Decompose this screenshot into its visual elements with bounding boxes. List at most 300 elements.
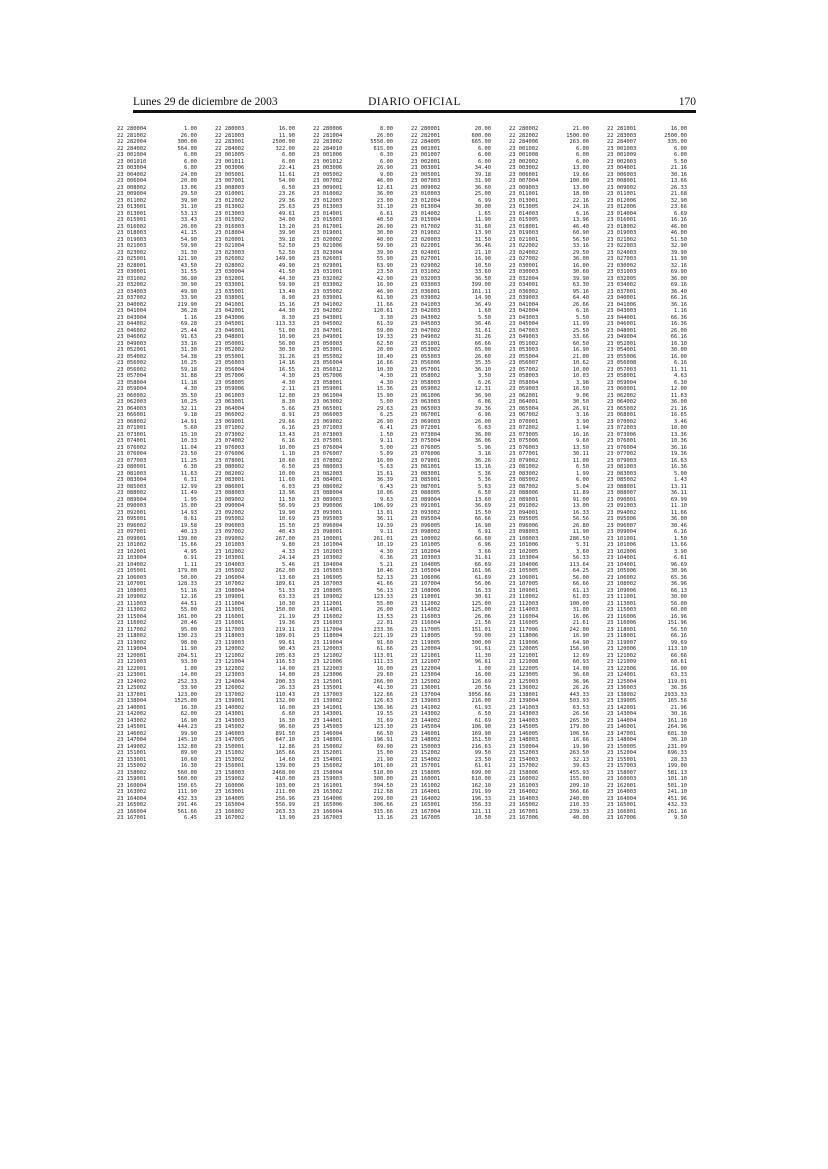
item-code: 23 151001 <box>117 750 147 756</box>
item-code: 23 013001 <box>117 210 147 217</box>
item-value: 16.30 <box>278 717 295 724</box>
item-code: 23 143002 <box>411 711 441 717</box>
item-code: 23 158005 <box>411 769 441 776</box>
item-code: 23 159003 <box>313 776 343 782</box>
item-code: 23 008001 <box>607 178 637 184</box>
item-value: 2933.33 <box>664 691 687 698</box>
item-code: 23 126002 <box>215 685 245 691</box>
item-value: 4.30 <box>184 386 197 392</box>
item-code: 23 167006 <box>509 815 539 821</box>
item-code: 23 078001 <box>215 457 245 464</box>
item-value: 16.96 <box>670 613 687 620</box>
item-value: 33.90 <box>180 685 197 691</box>
item-value: 6.36 <box>380 555 393 561</box>
item-value: 123.00 <box>177 691 197 698</box>
item-code: 23 115004 <box>117 613 147 620</box>
item-value: 43.50 <box>180 262 197 269</box>
item-value: 21.10 <box>474 249 491 256</box>
item-code: 23 015005 <box>509 217 539 223</box>
item-code: 23 081001 <box>411 464 441 470</box>
item-value: 10.30 <box>278 600 295 607</box>
item-value: 16.90 <box>180 717 197 724</box>
item-value: 54.38 <box>180 353 197 360</box>
item-value: 26.66 <box>572 301 589 308</box>
item-code: 23 014001 <box>313 210 343 217</box>
item-code: 23 147004 <box>117 737 147 743</box>
item-value: 6.50 <box>478 711 491 717</box>
item-value: 19.66 <box>572 171 589 178</box>
item-code: 23 140002 <box>215 704 245 711</box>
item-value: 96.60 <box>278 724 295 730</box>
item-code: 23 055006 <box>607 353 637 360</box>
item-code: 23 048001 <box>607 327 637 334</box>
item-code: 23 031003 <box>607 269 637 275</box>
item-code: 23 041004 <box>509 301 539 308</box>
item-value: 15.36 <box>376 386 393 392</box>
item-value: 161.00 <box>177 613 197 620</box>
item-value: 5.96 <box>478 444 491 451</box>
item-value: 16.33 <box>474 587 491 594</box>
item-code: 23 041002 <box>313 301 343 308</box>
item-code: 23 101001 <box>607 535 637 542</box>
item-value: 1.94 <box>576 425 589 431</box>
item-code: 23 167001 <box>117 815 147 821</box>
item-value: 11.89 <box>572 490 589 496</box>
item-code: 23 087001 <box>411 483 441 490</box>
item-code: 23 043003 <box>607 308 637 314</box>
item-code: 23 033002 <box>313 282 343 288</box>
item-value: 101.10 <box>667 776 687 782</box>
item-value: 25.63 <box>278 204 295 210</box>
item-value: 32.90 <box>670 243 687 249</box>
item-value: 3.90 <box>674 548 687 555</box>
item-value: 14.91 <box>180 418 197 425</box>
item-value: 61.03 <box>572 594 589 600</box>
item-value: 36.60 <box>572 672 589 678</box>
item-value: 24.00 <box>180 171 197 178</box>
item-code: 22 281001 <box>607 126 637 132</box>
item-code: 23 030002 <box>607 262 637 269</box>
item-code: 23 105001 <box>117 568 147 574</box>
item-value: 13.06 <box>180 184 197 191</box>
item-value: 30.16 <box>670 711 687 717</box>
item-code: 23 051001 <box>411 340 441 347</box>
item-code: 23 004001 <box>607 165 637 171</box>
item-value: 66.16 <box>670 334 687 340</box>
item-value: 6.00 <box>282 158 295 165</box>
item-code: 23 042003 <box>411 308 441 314</box>
item-value: 410.00 <box>275 776 295 782</box>
item-value: 66.66 <box>670 652 687 659</box>
item-code: 23 050003 <box>313 340 343 347</box>
item-code: 23 121008 <box>509 659 539 665</box>
item-value: 6.06 <box>478 399 491 405</box>
item-code: 23 161003 <box>509 782 539 789</box>
item-value: 51.33 <box>278 587 295 594</box>
item-code: 23 052001 <box>607 340 637 347</box>
item-code: 23 146004 <box>313 730 343 737</box>
item-value: 9.50 <box>674 815 687 821</box>
item-code: 23 089003 <box>313 496 343 503</box>
item-code: 23 108005 <box>313 587 343 594</box>
item-code: 23 015004 <box>411 217 441 223</box>
item-code: 23 017001 <box>313 223 343 230</box>
item-code: 23 102004 <box>411 548 441 555</box>
item-code: 23 041004 <box>117 308 147 314</box>
item-value: 242.00 <box>569 626 589 633</box>
item-code: 23 034003 <box>117 288 147 295</box>
item-code: 23 116002 <box>313 613 343 620</box>
item-value: 31.69 <box>376 717 393 724</box>
item-value: 36.26 <box>474 457 491 464</box>
item-value: 29.50 <box>572 249 589 256</box>
item-value: 61.61 <box>474 763 491 769</box>
item-code: 23 027001 <box>411 256 441 262</box>
item-code: 23 104003 <box>215 561 245 568</box>
item-code: 23 058001 <box>607 373 637 379</box>
item-code: 22 283002 <box>313 139 343 145</box>
item-code: 23 160003 <box>607 776 637 782</box>
item-value: 52.50 <box>278 243 295 249</box>
item-value: 89.90 <box>180 750 197 756</box>
item-code: 23 009001 <box>313 184 343 191</box>
item-code: 23 118002 <box>117 633 147 639</box>
item-value: 5.46 <box>282 561 295 568</box>
item-code: 23 166001 <box>607 808 637 815</box>
item-code: 23 061003 <box>215 392 245 399</box>
item-code: 23 039001 <box>313 295 343 301</box>
item-value: 19.39 <box>376 522 393 529</box>
item-code: 23 106001 <box>509 574 539 581</box>
item-code: 23 024003 <box>607 249 637 256</box>
item-value: 263.00 <box>569 139 589 145</box>
item-value: 13.16 <box>376 815 393 821</box>
item-code: 23 076003 <box>215 444 245 451</box>
item-code: 23 056002 <box>117 366 147 373</box>
item-value: 66.13 <box>670 587 687 594</box>
item-value: 11.60 <box>278 477 295 483</box>
item-code: 23 024001 <box>411 249 441 256</box>
item-code: 23 019003 <box>607 230 637 236</box>
item-value: 3.46 <box>674 418 687 425</box>
item-value: 16.65 <box>670 412 687 418</box>
item-value: 91.60 <box>376 639 393 646</box>
item-code: 23 048001 <box>215 334 245 340</box>
item-code: 23 103004 <box>117 555 147 561</box>
item-code: 23 044001 <box>607 314 637 321</box>
item-value: 12.69 <box>572 652 589 659</box>
item-value: 13.01 <box>376 509 393 516</box>
item-value: 615.00 <box>373 145 393 152</box>
item-value: 231.09 <box>667 743 687 750</box>
item-code: 23 043004 <box>117 314 147 321</box>
item-value: 252.33 <box>177 678 197 685</box>
item-value: 10.33 <box>180 438 197 444</box>
item-code: 23 119002 <box>117 639 147 646</box>
item-code: 23 088006 <box>509 490 539 496</box>
item-value: 15.66 <box>180 542 197 548</box>
item-value: 335.00 <box>667 139 687 145</box>
item-value: 150.00 <box>275 607 295 613</box>
item-value: 5.66 <box>282 405 295 412</box>
item-value: 111.90 <box>177 789 197 795</box>
item-code: 23 088002 <box>117 490 147 496</box>
item-value: 60.00 <box>670 607 687 613</box>
item-code: 23 143001 <box>313 711 343 717</box>
item-value: 36.40 <box>670 288 687 295</box>
item-code: 23 049003 <box>117 340 147 347</box>
item-code: 23 137001 <box>117 691 147 698</box>
item-code: 23 076004 <box>313 444 343 451</box>
item-code: 23 029001 <box>313 262 343 269</box>
item-code: 23 163001 <box>215 789 245 795</box>
item-value: 10.90 <box>278 334 295 340</box>
item-value: 11.90 <box>180 646 197 652</box>
item-value: 16.50 <box>572 386 589 392</box>
item-code: 23 119003 <box>215 639 245 646</box>
item-code: 23 158003 <box>215 769 245 776</box>
item-value: 299.00 <box>373 795 393 802</box>
item-value: 179.00 <box>177 568 197 574</box>
item-code: 23 028001 <box>117 262 147 269</box>
item-code: 23 166004 <box>117 808 147 815</box>
item-code: 23 006004 <box>117 178 147 184</box>
item-value: 52.50 <box>278 249 295 256</box>
item-code: 23 083003 <box>607 470 637 477</box>
item-value: 6.96 <box>478 412 491 418</box>
item-code: 23 165002 <box>117 802 147 808</box>
item-value: 5.50 <box>674 158 687 165</box>
item-value: 16.16 <box>572 431 589 438</box>
item-code: 23 103003 <box>411 555 441 561</box>
item-value: 10.46 <box>376 568 393 574</box>
item-code: 23 164004 <box>607 795 637 802</box>
item-value: 6.50 <box>282 464 295 470</box>
item-value: 91.61 <box>474 646 491 652</box>
item-value: 196.33 <box>471 795 491 802</box>
item-value: 66.66 <box>474 340 491 347</box>
item-value: 36.28 <box>180 308 197 314</box>
item-value: 33.66 <box>572 334 589 340</box>
item-value: 29.63 <box>376 405 393 412</box>
item-code: 23 165004 <box>215 802 245 808</box>
item-code: 22 284010 <box>313 145 343 152</box>
item-value: 15.16 <box>278 301 295 308</box>
item-code: 23 001003 <box>607 145 637 152</box>
item-code: 23 073006 <box>607 431 637 438</box>
item-value: 13.60 <box>474 496 491 503</box>
item-value: 5.63 <box>380 464 393 470</box>
item-value: 11.30 <box>474 652 491 659</box>
item-value: 16.00 <box>670 126 687 132</box>
item-code: 23 167005 <box>411 815 441 821</box>
item-value: 36.39 <box>376 477 393 483</box>
item-value: 31.50 <box>474 236 491 243</box>
item-value: 16.30 <box>180 704 197 711</box>
item-code: 23 015002 <box>215 217 245 223</box>
item-value: 6.61 <box>380 210 393 217</box>
item-code: 23 160001 <box>411 776 441 782</box>
item-value: 165.66 <box>275 750 295 756</box>
item-value: 14.00 <box>572 665 589 672</box>
item-code: 23 164003 <box>509 795 539 802</box>
item-code: 23 124004 <box>215 678 245 685</box>
item-value: 31.88 <box>180 373 197 379</box>
item-value: 286.50 <box>569 535 589 542</box>
item-value: 66.50 <box>376 730 393 737</box>
item-code: 23 041003 <box>411 301 441 308</box>
item-value: 51.16 <box>180 587 197 594</box>
item-value: 9.11 <box>380 438 393 444</box>
item-code: 23 058003 <box>509 373 539 379</box>
item-value: 432.33 <box>667 802 687 808</box>
item-code: 23 013003 <box>313 204 343 210</box>
item-value: 209.10 <box>569 782 589 789</box>
item-value: 36.16 <box>670 301 687 308</box>
item-code: 23 164006 <box>313 795 343 802</box>
item-value: 53.13 <box>180 210 197 217</box>
item-code: 23 146002 <box>117 730 147 737</box>
item-value: 19.55 <box>376 711 393 717</box>
item-code: 23 148003 <box>509 737 539 743</box>
item-code: 23 056004 <box>313 360 343 366</box>
item-value: 13.36 <box>670 431 687 438</box>
item-code: 23 159001 <box>117 776 147 782</box>
item-value: 59.00 <box>474 633 491 639</box>
item-value: 35.50 <box>180 392 197 399</box>
item-code: 23 086001 <box>215 483 245 490</box>
item-value: 306.66 <box>373 802 393 808</box>
item-code: 23 118005 <box>411 633 441 639</box>
item-value: 13.11 <box>670 483 687 490</box>
item-value: 16.00 <box>670 665 687 672</box>
item-code: 23 149002 <box>117 743 147 750</box>
item-value: 1.65 <box>478 210 491 217</box>
item-code: 23 001010 <box>117 158 147 165</box>
item-code: 23 161002 <box>411 782 441 789</box>
item-value: 165.56 <box>667 698 687 704</box>
item-value: 9.80 <box>282 542 295 548</box>
item-code: 23 145002 <box>215 724 245 730</box>
item-code: 23 125004 <box>607 678 637 685</box>
table-row <box>509 815 589 822</box>
item-value: 6.43 <box>380 483 393 490</box>
item-code: 23 001004 <box>117 152 147 158</box>
item-code: 23 084001 <box>313 477 343 483</box>
item-value: 2.11 <box>282 386 295 392</box>
item-value: 13.96 <box>278 490 295 496</box>
item-code: 23 158006 <box>509 769 539 776</box>
item-value: 11.66 <box>670 509 687 516</box>
item-code: 23 079002 <box>509 457 539 464</box>
item-value: 3.30 <box>380 314 393 321</box>
item-code: 23 093002 <box>411 509 441 516</box>
item-value: 30.61 <box>474 594 491 600</box>
item-code: 23 030001 <box>509 262 539 269</box>
item-value: 26.26 <box>572 685 589 691</box>
item-value: 123.33 <box>373 594 393 600</box>
item-value: 10.25 <box>180 360 197 366</box>
item-value: 179.00 <box>569 724 589 730</box>
item-code: 23 033003 <box>411 282 441 288</box>
item-code: 23 071001 <box>117 425 147 431</box>
item-code: 23 137003 <box>313 691 343 698</box>
item-value: 1.00 <box>478 665 491 672</box>
item-value: 26.06 <box>474 613 491 620</box>
item-code: 23 098002 <box>411 529 441 535</box>
item-code: 23 022002 <box>509 243 539 249</box>
item-code: 22 280002 <box>509 126 539 132</box>
item-code: 23 047001 <box>313 327 343 334</box>
item-code: 23 167004 <box>411 808 441 815</box>
item-code: 22 283003 <box>607 132 637 139</box>
item-value: 6.16 <box>282 438 295 444</box>
item-value: 55.00 <box>180 607 197 613</box>
item-value: 96.69 <box>670 561 687 568</box>
item-value: 151.01 <box>471 626 491 633</box>
item-code: 23 135001 <box>313 685 343 691</box>
item-code: 23 001007 <box>411 152 441 158</box>
item-value: 36.69 <box>474 503 491 509</box>
item-value: 18.00 <box>572 191 589 197</box>
item-code: 23 104006 <box>509 561 539 568</box>
item-value: 60.90 <box>572 230 589 236</box>
item-code: 23 147001 <box>607 730 637 737</box>
item-value: 23.00 <box>376 197 393 204</box>
item-value: 6.16 <box>576 210 589 217</box>
item-code: 23 055003 <box>411 353 441 360</box>
item-value: 12.31 <box>474 386 491 392</box>
item-code: 23 094002 <box>607 509 637 516</box>
item-value: 4.33 <box>282 548 295 555</box>
item-code: 23 081003 <box>607 464 637 470</box>
item-code: 22 284002 <box>215 145 245 152</box>
item-code: 23 150005 <box>607 743 637 750</box>
item-code: 23 043002 <box>411 314 441 321</box>
item-code: 23 067002 <box>509 412 539 418</box>
item-code: 23 001012 <box>313 158 343 165</box>
item-value: 30.00 <box>474 204 491 210</box>
item-value: 125.00 <box>471 600 491 607</box>
item-value: 16.66 <box>572 737 589 743</box>
item-code: 23 098003 <box>509 529 539 535</box>
item-value: 5.36 <box>478 477 491 483</box>
item-code: 23 059002 <box>411 386 441 392</box>
item-code: 23 042004 <box>509 308 539 314</box>
item-code: 23 166002 <box>215 808 245 815</box>
item-code: 23 095002 <box>215 516 245 522</box>
item-value: 14.93 <box>180 509 197 516</box>
item-code: 23 004002 <box>117 171 147 178</box>
item-code: 23 077002 <box>607 451 637 457</box>
item-code: 23 058004 <box>117 379 147 386</box>
item-code: 23 009002 <box>411 184 441 191</box>
item-code: 23 159002 <box>215 776 245 782</box>
item-code: 23 167003 <box>313 815 343 821</box>
item-code: 23 146005 <box>509 730 539 737</box>
item-code: 23 142001 <box>607 704 637 711</box>
item-code: 23 100002 <box>411 535 441 542</box>
item-code: 23 104005 <box>411 561 441 568</box>
item-code: 23 021002 <box>607 236 637 243</box>
item-code: 23 009004 <box>117 191 147 197</box>
item-value: 36.00 <box>376 191 393 197</box>
item-value: 10.69 <box>278 516 295 522</box>
item-code: 23 102003 <box>313 548 343 555</box>
item-value: 16.55 <box>278 366 295 373</box>
item-code: 23 011001 <box>607 191 637 197</box>
item-code: 23 071002 <box>215 425 245 431</box>
